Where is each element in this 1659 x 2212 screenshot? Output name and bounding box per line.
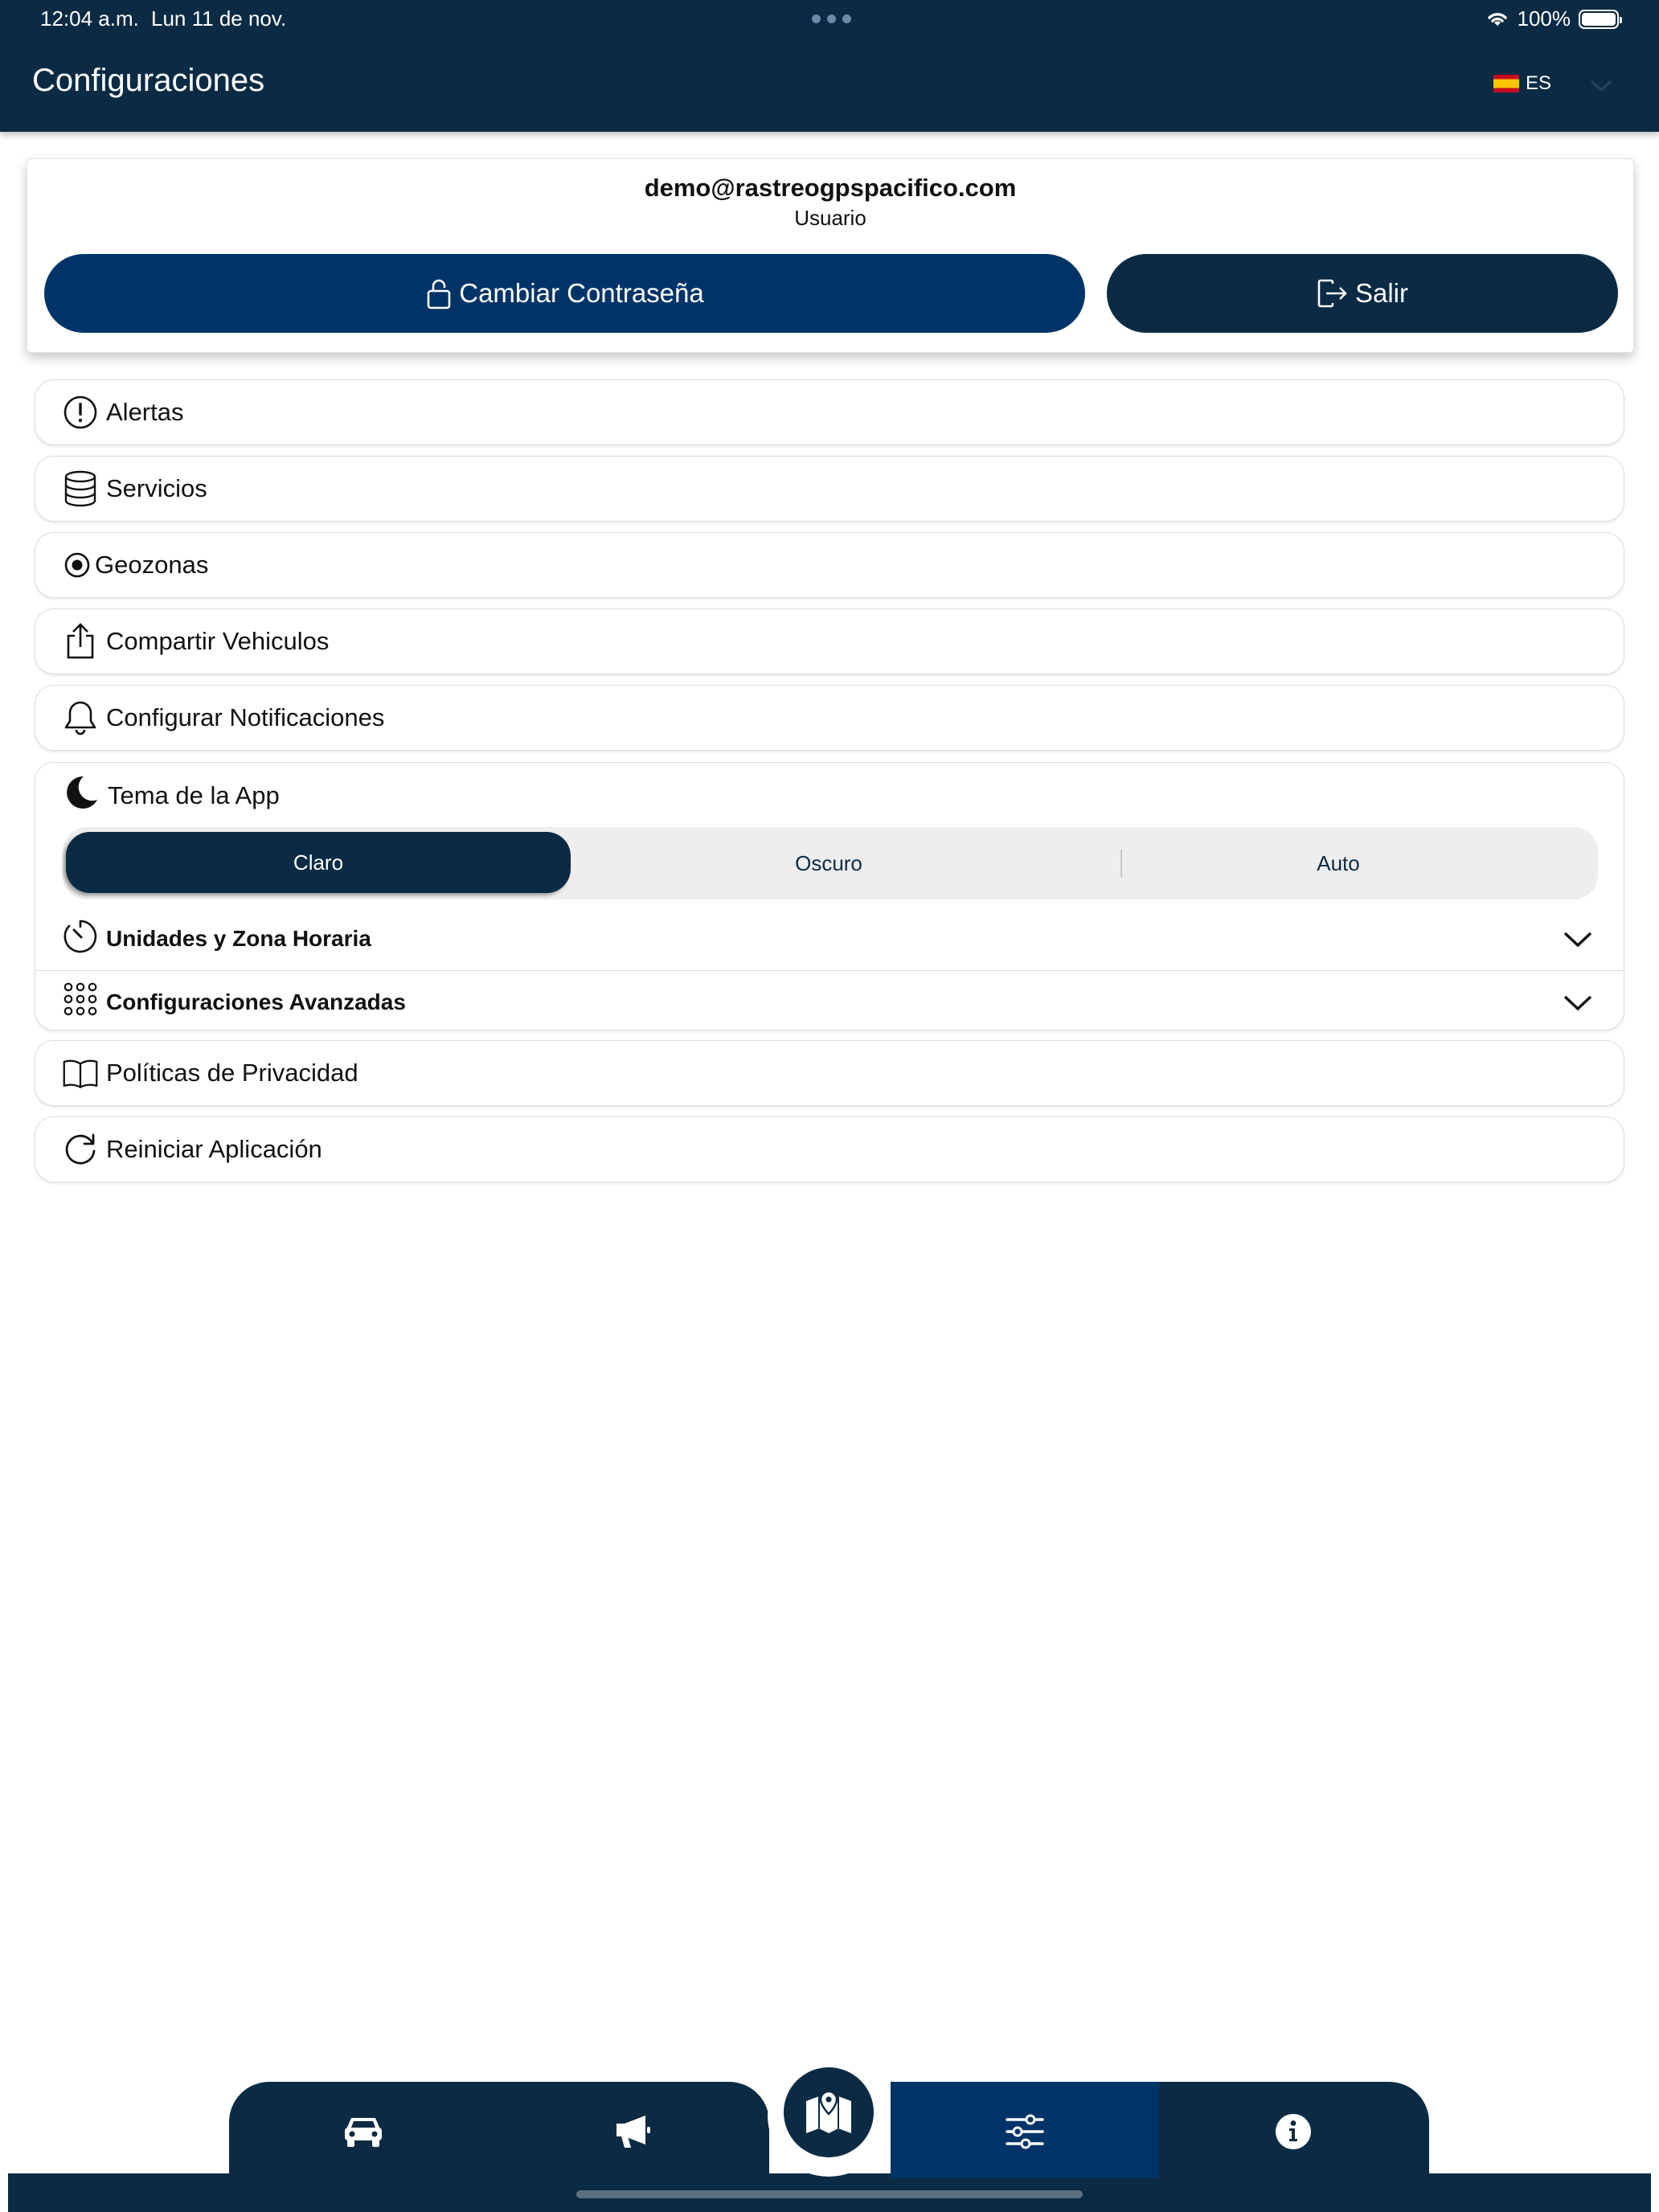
user-role: Usuario — [794, 206, 866, 230]
theme-segmented-control — [63, 827, 1598, 899]
nav-info[interactable] — [1265, 2103, 1321, 2160]
theme-option-auto[interactable]: Auto — [1317, 850, 1360, 875]
sliders-icon — [1005, 2114, 1045, 2149]
wifi-icon — [1485, 10, 1509, 29]
menu-item-label: Reiniciar Aplicación — [106, 1135, 322, 1163]
accordion-label: Configuraciones Avanzadas — [106, 989, 406, 1014]
theme-settings-panel — [35, 762, 1624, 1030]
theme-option-light[interactable]: Claro — [66, 832, 571, 893]
book-open-icon — [63, 1056, 98, 1090]
language-code: ES — [1526, 72, 1552, 94]
bottom-nav-right — [891, 2082, 1429, 2178]
user-email: demo@rastreogpspacifico.com — [644, 174, 1017, 202]
nav-settings[interactable] — [997, 2103, 1053, 2160]
menu-item-share-vehicles[interactable] — [35, 608, 1624, 674]
spain-flag-icon — [1493, 75, 1519, 92]
logout-button[interactable] — [1107, 254, 1618, 333]
theme-option-dark[interactable]: Oscuro — [795, 850, 862, 875]
chevron-down-icon — [1563, 989, 1593, 1016]
share-icon — [64, 623, 96, 660]
accordion-advanced-settings[interactable] — [35, 970, 1624, 1033]
database-icon — [63, 470, 98, 507]
refresh-icon — [63, 1132, 98, 1167]
change-password-label: Cambiar Contraseña — [459, 278, 704, 308]
map-icon — [805, 2090, 853, 2135]
menu-item-label: Configurar Notificaciones — [106, 703, 385, 731]
bottom-nav-left — [229, 2082, 769, 2178]
menu-item-label: Geozonas — [95, 551, 209, 579]
status-time: 12:04 a.m. — [40, 6, 139, 31]
menu-item-label: Compartir Vehiculos — [106, 627, 330, 655]
home-indicator — [576, 2190, 1083, 2198]
info-icon — [1275, 2113, 1312, 2150]
battery-icon — [1579, 10, 1619, 29]
megaphone-icon — [613, 2114, 652, 2149]
logout-label: Salir — [1354, 278, 1409, 308]
grid-dots-icon — [63, 981, 98, 1017]
alert-circle-icon — [63, 395, 98, 430]
bell-icon — [63, 699, 97, 736]
map-button[interactable] — [784, 2067, 874, 2157]
menu-item-label: Políticas de Privacidad — [106, 1059, 358, 1087]
moon-icon — [63, 774, 100, 811]
menu-item-services[interactable] — [35, 456, 1624, 522]
nav-announcements[interactable] — [604, 2103, 661, 2160]
logout-icon — [1317, 279, 1349, 308]
menu-item-restart[interactable] — [35, 1116, 1624, 1182]
language-selector[interactable] — [1493, 72, 1551, 95]
accordion-label: Unidades y Zona Horaria — [106, 926, 371, 951]
top-app-bar — [0, 0, 1659, 132]
status-date: Lun 11 de nov. — [151, 6, 287, 31]
page-title: Configuraciones — [32, 63, 265, 98]
accordion-units-timezone[interactable] — [35, 907, 1624, 970]
lock-icon — [425, 277, 453, 309]
chevron-down-icon — [1563, 925, 1593, 952]
status-bar — [0, 0, 1659, 39]
change-password-button[interactable] — [44, 254, 1085, 333]
theme-title: Tema de la App — [108, 781, 280, 809]
menu-item-geofences[interactable] — [35, 532, 1624, 598]
theme-header — [63, 774, 280, 817]
multitasking-dots-icon[interactable] — [812, 14, 851, 23]
target-circle-icon — [63, 551, 91, 579]
menu-item-alerts[interactable] — [35, 379, 1624, 445]
menu-item-notifications[interactable] — [35, 685, 1624, 751]
menu-item-label: Alertas — [106, 398, 184, 426]
user-card — [27, 158, 1634, 353]
menu-item-privacy[interactable] — [35, 1040, 1624, 1106]
chevron-down-icon[interactable] — [1588, 72, 1614, 98]
battery-percent: 100% — [1517, 6, 1571, 31]
nav-vehicles[interactable] — [335, 2103, 391, 2160]
status-right — [1485, 6, 1620, 31]
timer-icon — [63, 919, 98, 954]
menu-item-label: Servicios — [106, 474, 207, 502]
car-icon — [343, 2115, 383, 2149]
